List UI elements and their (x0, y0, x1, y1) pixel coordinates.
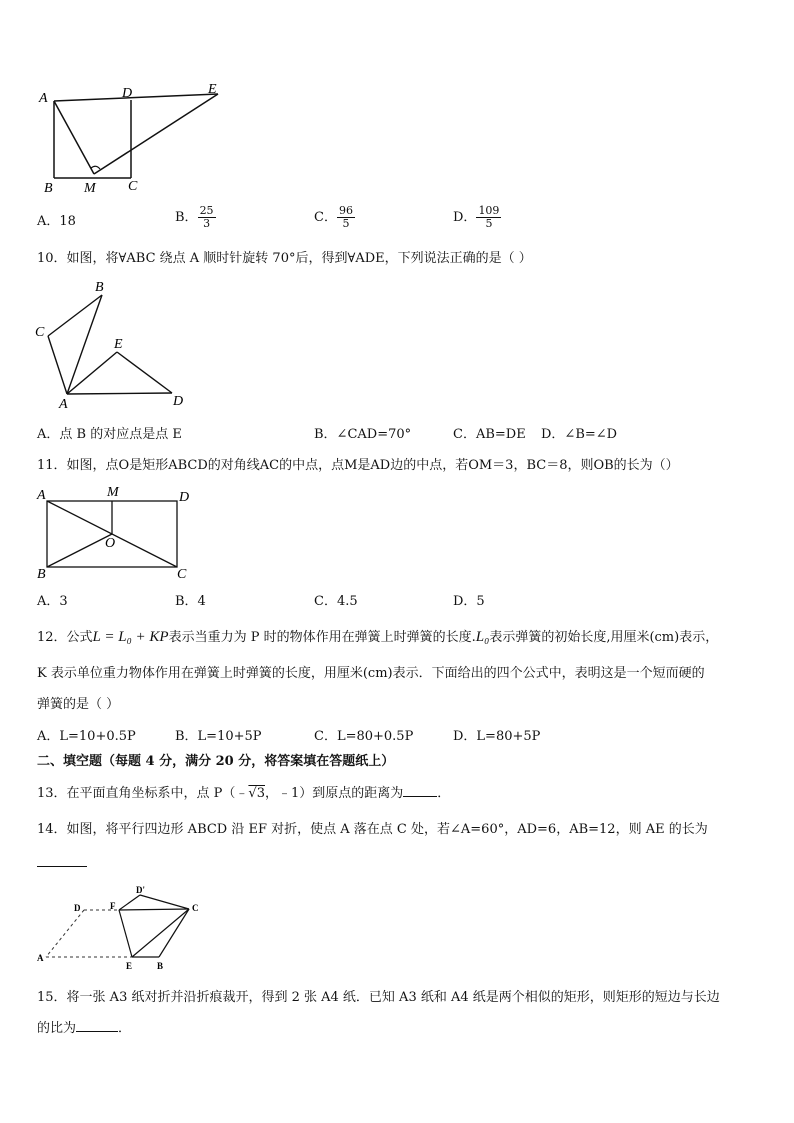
q9-edge-AM (54, 101, 94, 174)
q11-option-b: B．4 (175, 594, 206, 609)
q10-figure (32, 278, 202, 413)
q11-label-B: B (37, 567, 46, 580)
q11-label-O: O (105, 536, 116, 551)
q14-line-1: 14．如图，将平行四边形 ABCD 沿 EF 对折，使点 A 落在点 C 处，若∠A=60°，AD=6，AB=12，则 AE 的长为 (37, 822, 708, 837)
q9-option-b: B． $\frac{25}{3}$ (175, 204, 214, 230)
q14-edge-DpC (140, 895, 189, 909)
q12-formula: L = L₀ + KP (92, 629, 169, 645)
q9-label-C: C (128, 179, 138, 194)
q9-option-a: A．18 (37, 214, 76, 229)
q12-l0: L₀ (475, 629, 490, 645)
q12-line-2: K 表示单位重力物体作用在弹簧上时弹簧的长度，用厘米(cm)表示．下面给出的四个公式中，表明这是一个短而硬的 (37, 666, 705, 681)
q10-label-A: A (59, 397, 68, 412)
q10-edge-BC (48, 295, 102, 336)
q10-label-E: E (114, 337, 123, 352)
q9-label-M: M (84, 181, 96, 195)
q10-label-B: B (95, 280, 104, 295)
q9-label-E: E (208, 82, 217, 97)
q9-label-D: D (122, 86, 133, 101)
q14-edge-CB (159, 909, 189, 957)
q10-label-D: D (173, 394, 184, 409)
q10-edge-AD (67, 393, 172, 394)
q15-line-1: 15．将一张 A3 纸对折并沿折痕裁开，得到 2 张 A4 纸．已知 A3 纸和 A4 纸是两个相似的矩形，则矩形的短边与长边 (37, 990, 720, 1005)
q12-option-a: A．L=10+0.5P (37, 729, 136, 744)
q9-right-angle-mark (91, 166, 100, 169)
q13-stem: 13．在平面直角坐标系中，点 P（﹣√3，﹣1）到原点的距离为 ． (37, 786, 451, 801)
q12-option-d: D．L=80+5P (453, 729, 541, 744)
q10-stem: 10．如图，将∀ABC 绕点 A 顺时针旋转 70°后，得到∀ADE，下列说法正确的是（ ） (37, 251, 532, 266)
q10-edge-ED (117, 352, 172, 393)
q9-edge-ME (94, 94, 218, 174)
q14-figure (34, 885, 214, 973)
q10-option-b: B．∠CAD=70° (314, 427, 412, 442)
q12-option-c: C．L=80+0.5P (314, 729, 414, 744)
q11-option-d: D．5 (453, 594, 485, 609)
q13-sqrt3: √3 (248, 786, 265, 801)
q15-answer-blank[interactable] (76, 1031, 118, 1032)
q10-option-a: A．点 B 的对应点是点 E (37, 427, 182, 442)
q14-edge-FE (119, 910, 132, 957)
q13-answer-blank[interactable] (403, 796, 437, 797)
q12-option-b: B．L=10+5P (175, 729, 262, 744)
q14-label-Dp: D' (136, 885, 145, 895)
q9-option-c: C． $\frac{96}{5}$ (314, 204, 353, 230)
q12-line-3: 弹簧的是（ ） (37, 697, 120, 712)
q11-label-A: A (37, 488, 46, 503)
q14-label-D: D (74, 903, 81, 913)
q9-edge-AE (54, 94, 218, 101)
q10-option-d: D．∠B=∠D (541, 427, 618, 442)
q14-edge-FC (119, 909, 189, 910)
q14-edge-EC (132, 909, 189, 957)
q11-label-D: D (179, 490, 190, 505)
q9-option-d: D． $\frac{109}{5}$ (453, 204, 500, 230)
q11-figure (34, 484, 204, 580)
q14-label-B: B (157, 961, 164, 971)
section-2-title: 二、填空题（每题 4 分，满分 20 分，将答案填在答题纸上） (37, 754, 395, 769)
q9-label-A: A (39, 91, 48, 106)
q14-label-A: A (37, 953, 44, 963)
q11-segment-OB (47, 534, 112, 567)
q9-label-B: B (44, 181, 53, 195)
q14-answer-blank[interactable] (37, 866, 87, 867)
q10-option-c: C．AB=DE (453, 427, 526, 442)
q11-option-c: C．4.5 (314, 594, 358, 609)
q12-line-1: 12．公式L = L₀ + KP表示当重力为 P 时的物体作用在弹簧上时弹簧的长度.L₀表示弹簧的初始长度,用厘米(cm)表示， (37, 629, 719, 645)
q10-edge-CA (48, 336, 67, 394)
q11-label-M: M (107, 485, 119, 500)
q14-dashed-DA (46, 910, 84, 957)
q14-edge-FDp (119, 895, 140, 910)
q14-label-E: E (126, 961, 133, 971)
q11-stem: 11．如图，点O是矩形ABCD的对角线AC的中点，点M是AD边的中点，若OM＝3，BC＝8，则OB的长为（） (37, 458, 679, 473)
q11-label-C: C (177, 567, 187, 580)
q14-label-F: F (110, 901, 116, 911)
q11-option-a: A．3 (37, 594, 68, 609)
q15-line-2: 的比为 ． (37, 1021, 132, 1036)
q10-label-C: C (35, 325, 45, 340)
q14-label-C: C (192, 903, 199, 913)
q9-figure (36, 80, 226, 195)
